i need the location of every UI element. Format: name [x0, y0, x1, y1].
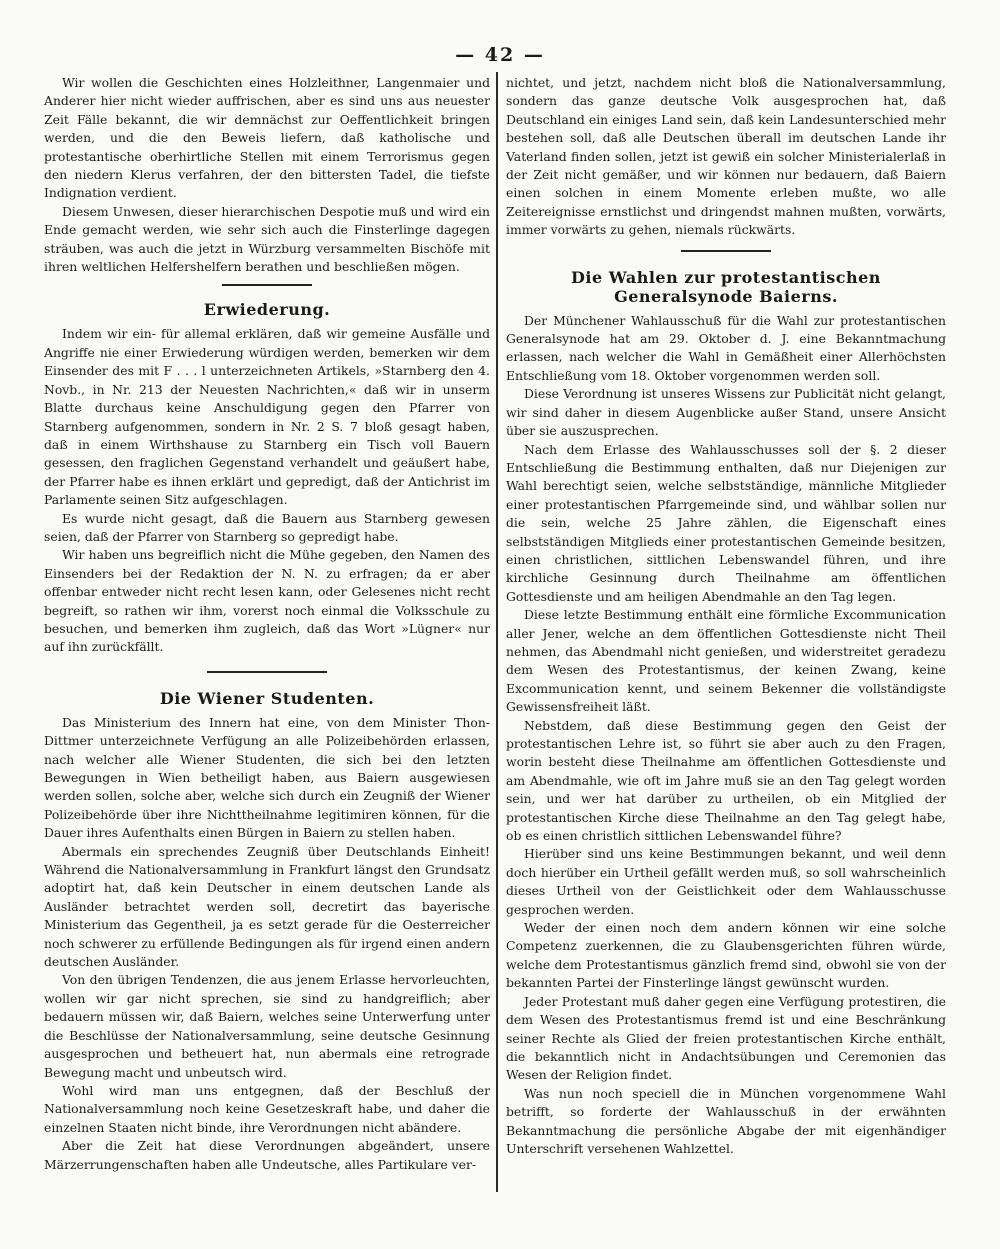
wahlen-paragraph: Nach dem Erlasse des Wahlausschusses soll der §. 2 dieser Entschließung die Bestimmung enthalten, daß nur Diejenigen zur Wahl berechtigt seien, welche selbstständige, männliche Mitglieder einer protestantischen Pfarrgemeinde sind, und wählbar sollen nur die sein, welche 25 Jahre zählen, die Eigenschaft eines selbstständigen Mitglieds einer protestantischen Gemeinde besitzen, einen christlichen, sittlichen Lebenswandel führen, und ihre kirchliche Gesinnung durch Theilnahme am öffentlichen Gottesdienste und am heiligen Abendmahle an den Tag legen.	[506, 441, 946, 604]
wahlen-paragraph: Nebstdem, daß diese Bestimmung gegen den Geist der protestantischen Lehre ist, so führt sie aber auch zu den Fragen, worin besteht diese Theilnahme am öffentlichen Gottesdienste und am Abendmahle, wie oft im Jahre muß sie an den Tag gelegt worden sein, und wer hat darüber zu urtheilen, ob ein Mitglied der protestantischen Kirche diese Theilnahme an den Tag gelegt habe, ob es einen christlich sittlichen Lebenswandel führe?	[506, 717, 946, 844]
studenten-paragraph: Das Ministerium des Innern hat eine, von dem Minister Thon-Dittmer unterzeichnete Verfügung an alle Polizeibehörden erlassen, nach welcher alle Wiener Studenten, die sich bei den letzten Bewegungen in Wien betheiligt haben, aus Baiern ausgewiesen werden sollen, solche aber, welche sich durch ein Zeugniß der Wiener Polizeibehörde über ihre Nichttheilnahme legitimiren können, für die Dauer ihres Aufenthalts einen Bürgen in Baiern zu stellen haben.	[44, 714, 490, 841]
left-column	[44, 74, 490, 1174]
wahlen-paragraph: Der Münchener Wahlausschuß für die Wahl zur protestantischen Generalsynode hat am 29. Oktober d. J. eine Bekanntmachung erlassen, nach welcher die Wahl in Gemäßheit einer Allerhöchsten Entschließung vom 18. Oktober vorgenommen werden soll.	[506, 312, 946, 383]
section-heading-erwiederung: Erwiederung.	[203, 300, 331, 320]
section-heading-wahlen: Die Wahlen zur protestantischen Generalsynode Baierns.	[571, 267, 881, 306]
continuation-paragraph: nichtet, und jetzt, nachdem nicht bloß die Nationalversammlung, sondern das ganze deutsche Volk ausgesprochen hat, daß Deutschland ein einiges Land sein, daß kein Landesunterschied mehr bestehen soll, daß alle Deutschen überall im deutschen Lande ihr Vaterland finden sollen, jetzt ist gewiß ein solcher Ministerialerlaß in der Zeit nicht gemäßer, und wir können nur bedauern, daß Baiern einen solchen in einem Momente erleben mußte, wo alle Zeitereignisse ernstlichst und dringendst mahnen mußten, vorwärts, immer vorwärts zu gehen, niemals rückwärts.	[506, 75, 946, 238]
right-column	[506, 74, 946, 1158]
intro-paragraph: Wir wollen die Geschichten eines Holzleithner, Langenmaier und Anderer hier nicht wieder auffrischen, aber es sind uns aus neuester Zeit Fälle bekannt, die wir demnächst zur Oeffentlichkeit bringen werden, und die den Beweis liefern, daß katholische und protestantische oberhirtliche Stellen mit einem Terrorismus gegen den niedern Klerus verfahren, der den bittersten Tadel, die tiefste Indignation verdient.	[44, 75, 490, 201]
erwiederung-paragraph: Es wurde nicht gesagt, daß die Bauern aus Starnberg gewesen seien, daß der Pfarrer von Starnberg so gepredigt habe.	[44, 510, 490, 544]
section-rule	[222, 284, 312, 286]
wahlen-paragraph: Jeder Protestant muß daher gegen eine Verfügung protestiren, die dem Wesen des Protestantismus fremd ist und eine Beschränkung seiner Rechte als Glied der freien protestantischen Kirche enthält, die bekanntlich nicht in Andachtsübungen und Ceremonien das Wesen der Religion findet.	[506, 993, 946, 1083]
intro-paragraph: Diesem Unwesen, dieser hierarchischen Despotie muß und wird ein Ende gemacht werden, wie sehr sich auch die Finsterlinge dagegen sträuben, was auch die jetzt in Würzburg versammelten Bischöfe mit ihren weltlichen Helfershelfern berathen und beschließen mögen.	[44, 203, 490, 275]
erwiederung-paragraph: Wir haben uns begreiflich nicht die Mühe gegeben, den Namen des Einsenders bei der Redaktion der N. N. zu erfragen; da er aber offenbar entweder nicht recht lesen kann, oder Gelesenes nicht recht begreift, so rathen wir ihm, vorerst noch einmal die Volksschule zu besuchen, und bemerken ihm zugleich, daß das Wort »Lügner« nur auf ihn zurückfällt.	[44, 547, 490, 655]
erwiederung-paragraph: Indem wir ein- für allemal erklären, daß wir gemeine Ausfälle und Angriffe nie einer Erwiederung würdigen werden, bemerken wir dem Einsender des mit F . . . l unterzeichneten Artikels, »Starnberg den 4. Novb., in Nr. 213 der Neuesten Nachrichten,« daß wir in unserm Blatte durchaus keine Anschuldigung gegen den Pfarrer von Starnberg aufgenommen, sondern in Nr. 2 S. 7 bloß gesagt haben, daß in einem Wirthshause zu Starnberg ein Tisch voll Bauern gesessen, den fraglichen Gegenstand verhandelt und geäußert habe, der Pfarrer habe es ihnen erklärt und gepredigt, daß der Antichrist im Parlamente seinen Sitz aufgeschlagen.	[44, 326, 490, 508]
section-rule	[681, 250, 771, 252]
studenten-paragraph: Von den übrigen Tendenzen, die aus jenem Erlasse hervorleuchten, wollen wir gar nicht sprechen, sie sind zu handgreiflich; aber bedauern müssen wir, daß Baiern, welches seine Unterwerfung unter die Beschlüsse der Nationalversammlung, seine deutsche Gesinnung ausgesprochen und betheuert hat, nun abermals eine retrograde Bewegung macht und unbeutsch wird.	[44, 972, 490, 1080]
column-divider	[496, 72, 498, 1192]
section-rule	[207, 671, 327, 673]
studenten-paragraph: Aber die Zeit hat diese Verordnungen abgeändert, unsere Märzerrungenschaften haben alle Undeutsche, alles Partikulare ver-	[44, 1138, 490, 1172]
wahlen-paragraph: Was nun noch speciell die in München vorgenommene Wahl betrifft, so forderte der Wahlausschuß in der erwähnten Bekanntmachung die persönliche Abgabe der mit eigenhändiger Unterschrift versehenen Wahlzettel.	[506, 1085, 946, 1156]
wahlen-paragraph: Diese letzte Bestimmung enthält eine förmliche Excommunication aller Jener, welche an dem öffentlichen Gottesdienste nicht Theil nehmen, das Abendmahl nicht genießen, und widerstreitet geradezu dem Wesen des Protestantismus, der keinen Zwang, keine Excommunication kennt, und seinem Bekenner die vollständigste Gewissensfreiheit läßt.	[506, 607, 946, 715]
section-heading-studenten: Die Wiener Studenten.	[159, 688, 375, 708]
page-number: — 42 —	[455, 44, 545, 66]
wahlen-paragraph: Hierüber sind uns keine Bestimmungen bekannt, und weil denn doch hierüber ein Urtheil gefällt werden muß, so soll wahrscheinlich dieses Urtheil von der Geistlichkeit oder dem Wahlausschusse gesprochen werden.	[506, 846, 946, 917]
studenten-paragraph: Abermals ein sprechendes Zeugniß über Deutschlands Einheit! Während die Nationalversammlung in Frankfurt längst den Grundsatz adoptirt hat, daß kein Deutscher in einem deutschen Lande als Ausländer betrachtet werden soll, decretirt das bayerische Ministerium das Gegentheil, ja es setzt gerade für die Oesterreicher noch schwerer zu erfüllende Bedingungen als für irgend einen andern deutschen Ausländer.	[44, 843, 490, 970]
studenten-paragraph: Wohl wird man uns entgegnen, daß der Beschluß der Nationalversammlung noch keine Gesetzeskraft habe, und daher die einzelnen Staaten nicht binde, ihre Verordnungen nicht abändere.	[44, 1082, 490, 1135]
wahlen-paragraph: Weder der einen noch dem andern können wir eine solche Competenz zuerkennen, die zu Glaubensgerichten führen würde, welche dem Protestantismus gänzlich fremd sind, obwohl sie von der bekannten Partei der Finsterlinge längst gewünscht wurden.	[506, 920, 946, 991]
wahlen-paragraph: Diese Verordnung ist unseres Wissens zur Publicität nicht gelangt, wir sind daher in diesem Augenblicke außer Stand, unsere Ansicht über sie auszusprechen.	[506, 386, 946, 439]
